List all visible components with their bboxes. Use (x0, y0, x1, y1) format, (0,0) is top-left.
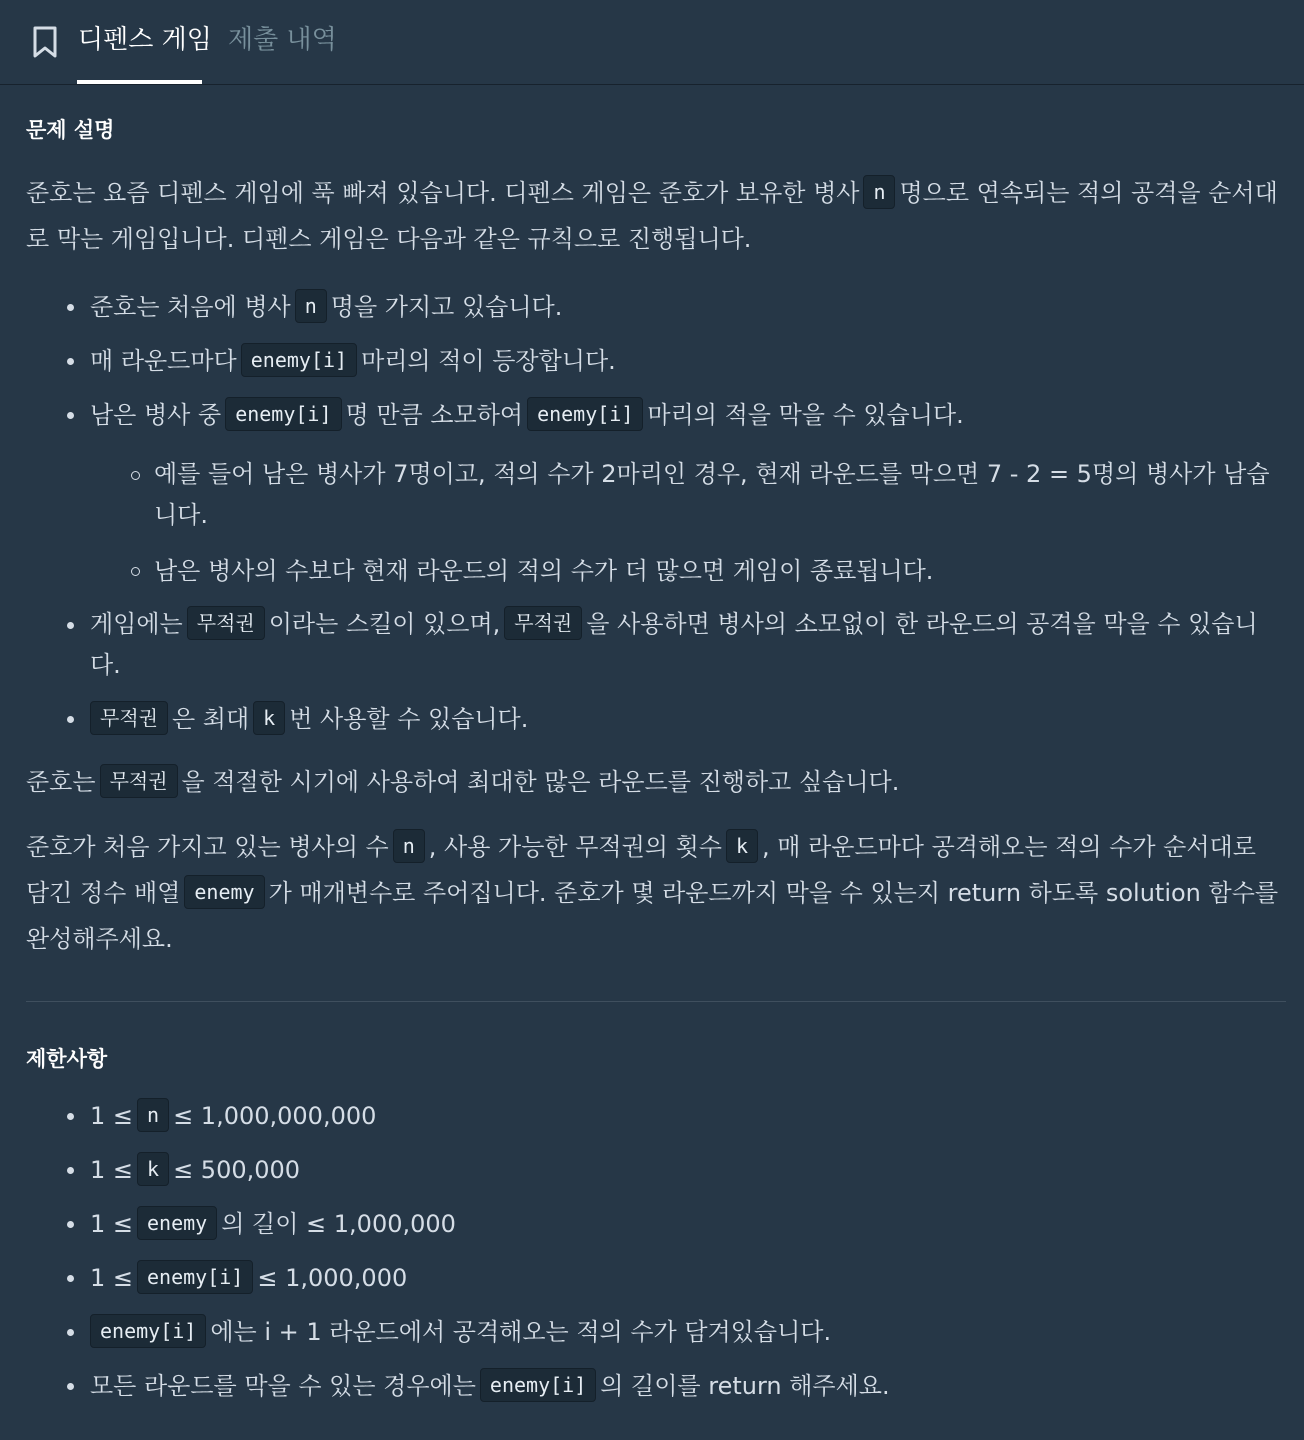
list-item: 무적권 은 최대 k 번 사용할 수 있습니다. (26, 698, 1286, 752)
list-item: enemy[i] 에는 i + 1 라운드에서 공격해오는 적의 수가 담겨있습니다. (26, 1311, 1286, 1365)
task-paragraph: 준호가 처음 가지고 있는 병사의 수 n , 사용 가능한 무적권의 횟수 k , 매 라운드마다 공격해오는 적의 수가 순서대로 담긴 정수 배열 enemy 가 매개변수로 주어집니다. 준호가 몇 라운드까지 막을 수 있는지 return 하도록 solution 함수를 완성해주세요. (26, 824, 1286, 962)
code-invincible: 무적권 (504, 606, 582, 640)
code-enemy-i: enemy[i] (90, 1314, 206, 1348)
section-divider (26, 1001, 1286, 1002)
description-heading: 문제 설명 (26, 118, 115, 142)
code-k: k (253, 701, 285, 735)
active-tab-indicator (77, 80, 202, 84)
code-enemy-i: enemy[i] (241, 343, 357, 377)
code-n: n (863, 175, 895, 209)
list-item: 남은 병사 중 enemy[i] 명 만큼 소모하여 enemy[i] 마리의 적을 막을 수 있습니다. (26, 394, 1286, 448)
list-item: 매 라운드마다 enemy[i] 마리의 적이 등장합니다. (26, 340, 1286, 394)
code-enemy-i: enemy[i] (137, 1260, 253, 1294)
code-enemy-i: enemy[i] (225, 397, 341, 431)
code-enemy-i: enemy[i] (480, 1368, 596, 1402)
code-k: k (726, 829, 758, 863)
intro-paragraph: 준호는 요즘 디펜스 게임에 푹 빠져 있습니다. 디펜스 게임은 준호가 보유한 병사 n 명으로 연속되는 적의 공격을 순서대로 막는 게임입니다. 디펜스 게임은 다음과 같은 규칙으로 진행됩니다. (26, 170, 1286, 262)
list-item: 1 ≤ enemy[i] ≤ 1,000,000 (26, 1257, 1286, 1311)
code-n: n (137, 1098, 169, 1132)
code-invincible: 무적권 (187, 606, 265, 640)
list-item: 준호는 처음에 병사 n 명을 가지고 있습니다. (26, 286, 1286, 340)
tab-bar (0, 0, 1304, 85)
list-item: 예를 들어 남은 병사가 7명이고, 적의 수가 2마리인 경우, 현재 라운드를 막으면 7 - 2 = 5명의 병사가 남습니다. (26, 454, 1286, 550)
bookmark-icon[interactable] (32, 26, 58, 58)
list-item: 1 ≤ n ≤ 1,000,000,000 (26, 1095, 1286, 1149)
strategy-paragraph: 준호는 무적권 을 적절한 시기에 사용하여 최대한 많은 라운드를 진행하고 싶습니다. (26, 759, 1286, 805)
list-item: 모든 라운드를 막을 수 있는 경우에는 enemy[i] 의 길이를 return 해주세요. (26, 1365, 1286, 1419)
code-k: k (137, 1152, 169, 1186)
constraints-heading: 제한사항 (26, 1047, 108, 1071)
list-item: 남은 병사의 수보다 현재 라운드의 적의 수가 더 많으면 게임이 종료됩니다. (26, 550, 1286, 604)
tab-problem[interactable]: 디펜스 게임 (78, 25, 212, 55)
list-item: 1 ≤ k ≤ 500,000 (26, 1149, 1286, 1203)
code-n: n (393, 829, 425, 863)
code-invincible: 무적권 (100, 764, 178, 798)
list-item: 1 ≤ enemy 의 길이 ≤ 1,000,000 (26, 1203, 1286, 1257)
code-enemy: enemy (184, 875, 264, 909)
rules-list (26, 286, 1286, 752)
list-item: 게임에는 무적권 이라는 스킬이 있으며, 무적권 을 사용하면 병사의 소모없이 한 라운드의 공격을 막을 수 있습니다. (26, 604, 1286, 698)
code-n: n (295, 289, 327, 323)
constraints-list (26, 1095, 1286, 1419)
tab-submissions[interactable]: 제출 내역 (228, 25, 337, 55)
code-invincible: 무적권 (90, 701, 168, 735)
code-enemy: enemy (137, 1206, 217, 1240)
code-enemy-i: enemy[i] (527, 397, 643, 431)
